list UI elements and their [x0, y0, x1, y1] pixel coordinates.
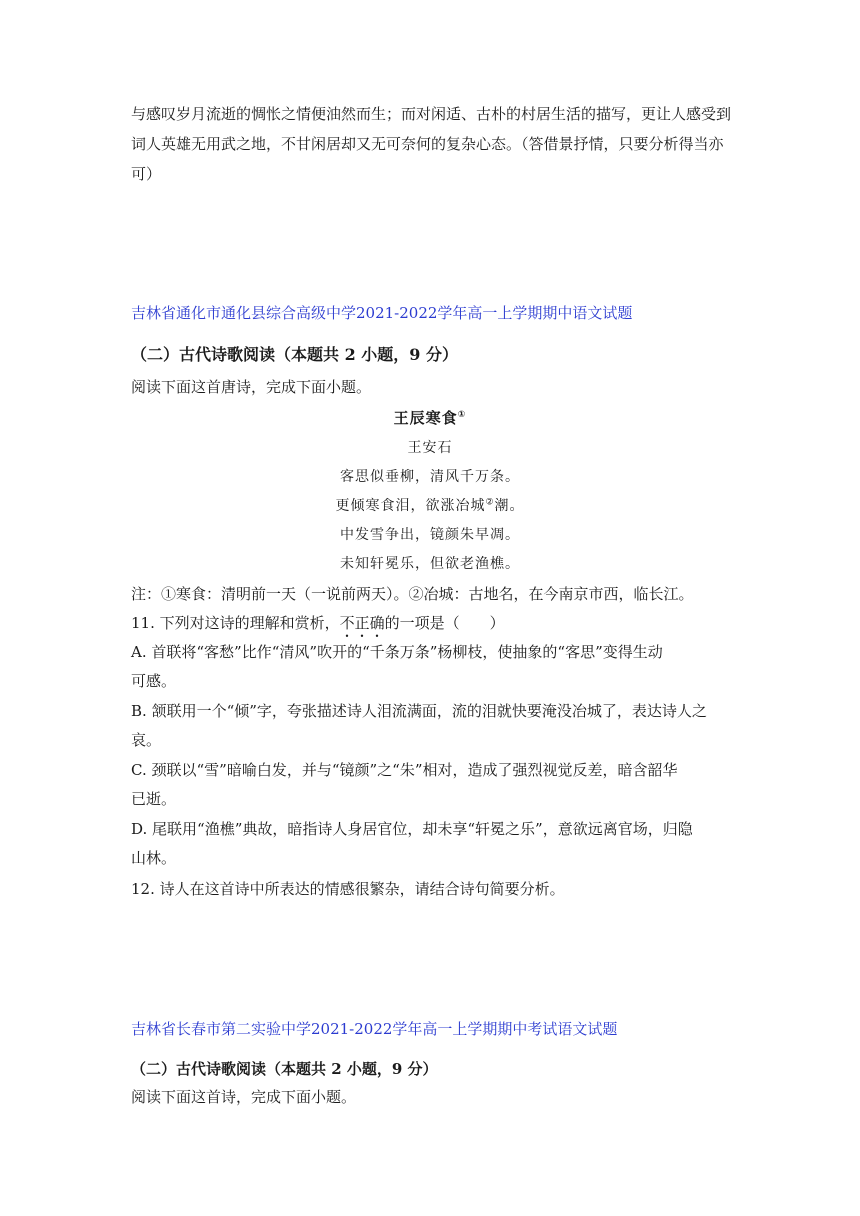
section-heading-1: （二）古代诗歌阅读（本题共 2 小题，9 分）: [131, 345, 458, 364]
poem-line-2-text: 更倾寒食泪，欲涨冶城: [335, 498, 486, 514]
poem-line-2-note: ②: [485, 497, 495, 508]
poem-line-2-end: 潮。: [494, 498, 525, 514]
question-12-text: 诗人在这首诗中所表达的情感很繁杂，请结合诗句简要分析。: [159, 880, 565, 898]
option-b-text: 颔联用一个“倾”字，夸张描述诗人泪流满面，流的泪就快要淹没冶城了，表达诗人之: [151, 702, 707, 720]
option-a-label: A.: [131, 643, 147, 661]
option-c-line-1: [131, 760, 678, 780]
source-link-1[interactable]: 吉林省通化市通化县综合高级中学2021-2022学年高一上学期期中语文试题: [131, 304, 633, 322]
question-11: [131, 613, 505, 641]
option-b-label: B.: [131, 702, 147, 720]
option-d-label: D.: [131, 820, 148, 838]
option-a-text: 首联将“客愁”比作“清风”吹开的“千条万条”杨柳枝，使抽象的“客思”变得生动: [151, 643, 663, 661]
option-d-line-2: 山林。: [131, 849, 177, 867]
question-11-number: 11.: [131, 614, 155, 632]
poem-line-4-text: 未知轩冕乐，但欲老渔樵。: [340, 556, 520, 572]
poem-notes: 注：①寒食：清明前一天（一说前两天）。②冶城：古地名，在今南京市西，临长江。: [131, 585, 694, 603]
poem-title: [0, 407, 860, 428]
poem-line-1: [0, 466, 860, 486]
question-11-stem: 下列对这诗的理解和赏析，: [159, 614, 340, 632]
question-11-emphasis: 不正确: [339, 614, 385, 632]
answer-paragraph: 与感叹岁月流逝的惆怅之情便油然而生；而对闲适、古朴的村居生活的描写，更让人感受到词人英雄无用武之地，不甘闲居却又无可奈何的复杂心态。（答借景抒情，只要分析得当亦可）: [131, 105, 732, 183]
poem-author: 王安石: [407, 440, 453, 456]
poem-line-1-text: 客思似垂柳，清风千万条。: [340, 469, 520, 485]
poem-title-note: ①: [457, 410, 467, 420]
section-heading-2: （二）古代诗歌阅读（本题共 2 小题，9 分）: [131, 1060, 438, 1078]
option-d-text: 尾联用“渔樵”典故，暗指诗人身居官位，却未享“轩冕之乐”，意欲远离官场，归隐: [152, 820, 693, 838]
poem-line-2: [0, 495, 860, 515]
instruction-1: 阅读下面这首唐诗，完成下面小题。: [131, 378, 372, 396]
option-c-label: C.: [131, 761, 147, 779]
poem-line-3: [0, 524, 860, 544]
poem-line-3-text: 中发雪争出，镜颜朱早凋。: [340, 527, 520, 543]
source-link-2[interactable]: 吉林省长春市第二实验中学2021-2022学年高一上学期期中考试语文试题: [131, 1020, 618, 1038]
option-b-line-2: 哀。: [131, 731, 162, 749]
option-a-line-1: [131, 642, 663, 662]
instruction-2: 阅读下面这首诗，完成下面小题。: [131, 1088, 357, 1106]
option-c-line-2: 已逝。: [131, 790, 177, 808]
option-a-line-2: 可感。: [131, 672, 177, 690]
option-c-text: 颈联以“雪”暗喻白发，并与“镜颜”之“朱”相对，造成了强烈视觉反差，暗含韶华: [151, 761, 678, 779]
question-12-number: 12.: [131, 880, 155, 898]
option-b-line-1: [131, 701, 707, 721]
poem-line-4: [0, 553, 860, 573]
option-d-line-1: [131, 819, 693, 839]
poem-title-text: 王辰寒食: [393, 409, 458, 427]
question-11-tail: 的一项是（ ）: [384, 614, 505, 632]
question-12: [131, 879, 565, 899]
